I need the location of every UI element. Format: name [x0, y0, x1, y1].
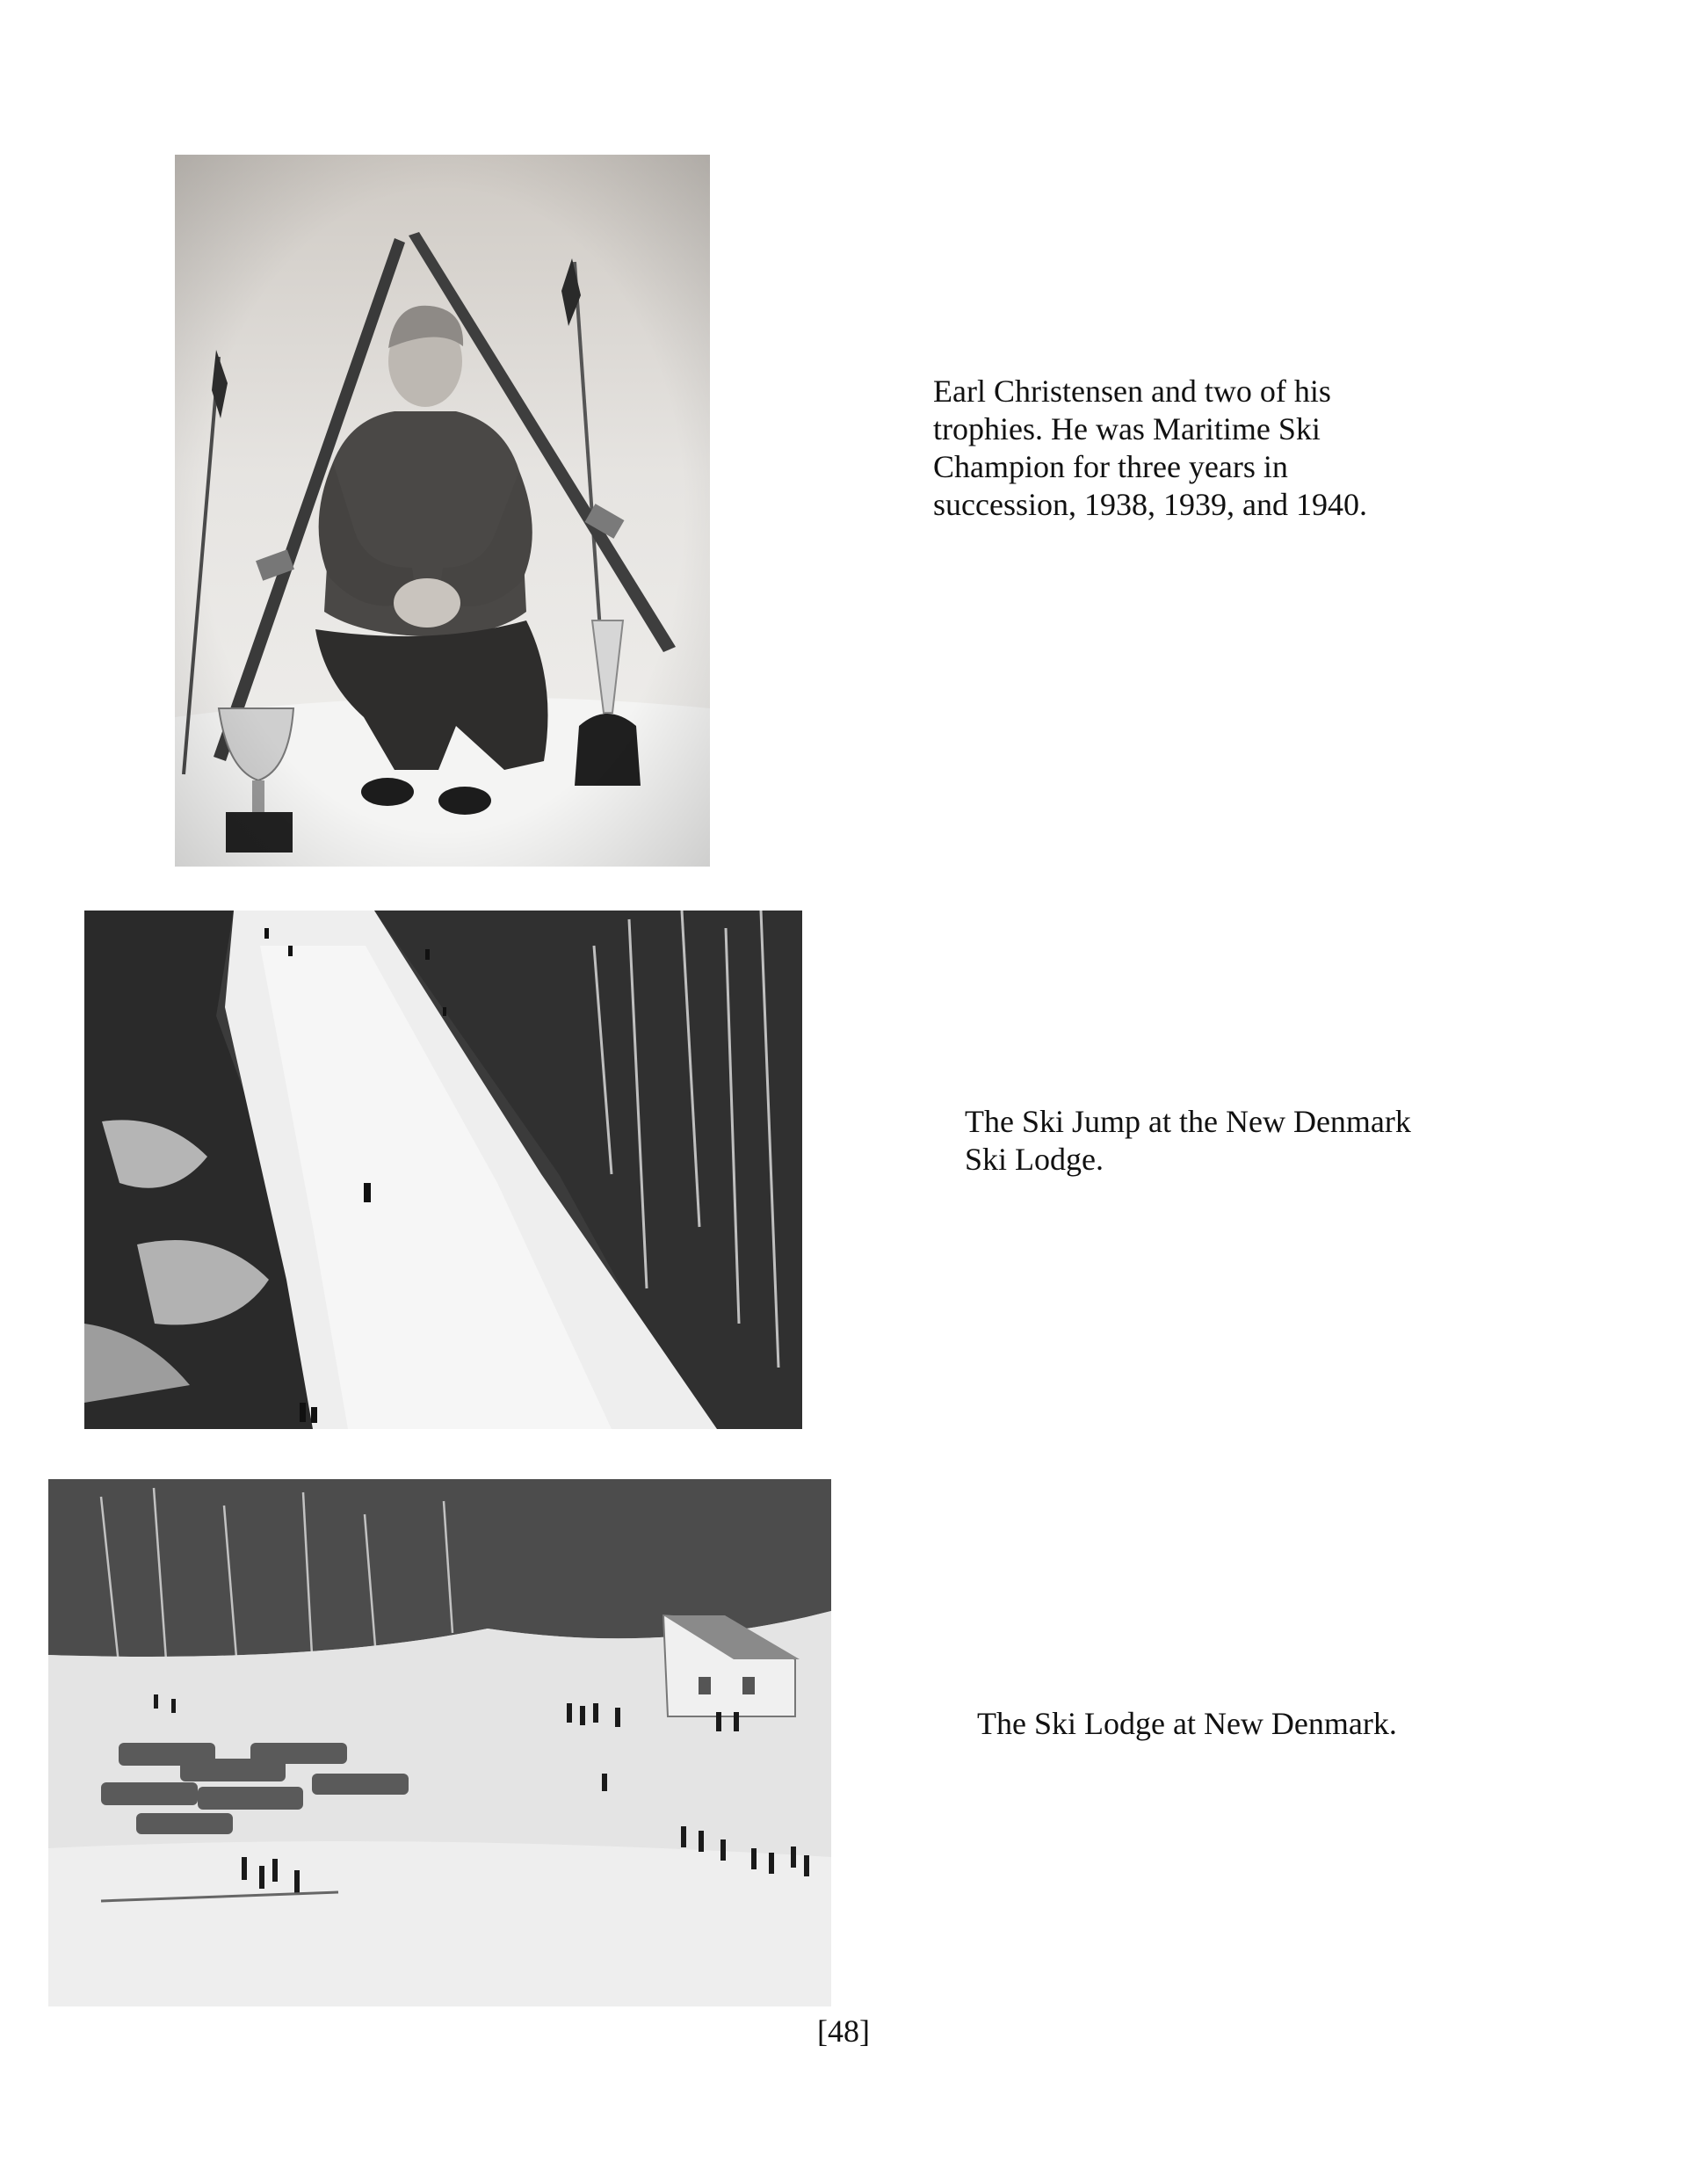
- ski-jump-photo: [84, 911, 802, 1429]
- caption-line: succession, 1938, 1939, and 1940.: [933, 487, 1367, 522]
- skier-trophies-photo: [175, 155, 710, 867]
- page-number: [48]: [817, 2013, 870, 2049]
- ski-lodge-photo: [48, 1479, 831, 2006]
- caption-skier-trophies: [933, 373, 1425, 524]
- caption-line: The Ski Lodge at New Denmark.: [977, 1706, 1397, 1741]
- caption-ski-jump: [965, 1103, 1492, 1179]
- ski-jump-image: [84, 911, 802, 1429]
- caption-line: Ski Lodge.: [965, 1142, 1104, 1177]
- caption-line: Champion for three years in: [933, 449, 1288, 484]
- caption-line: Earl Christensen and two of his: [933, 374, 1331, 409]
- skier-trophies-image: [175, 155, 710, 867]
- caption-ski-lodge: [977, 1705, 1504, 1743]
- caption-line: trophies. He was Maritime Ski: [933, 411, 1321, 446]
- ski-lodge-image: [48, 1479, 831, 2006]
- caption-line: The Ski Jump at the New Denmark: [965, 1104, 1411, 1139]
